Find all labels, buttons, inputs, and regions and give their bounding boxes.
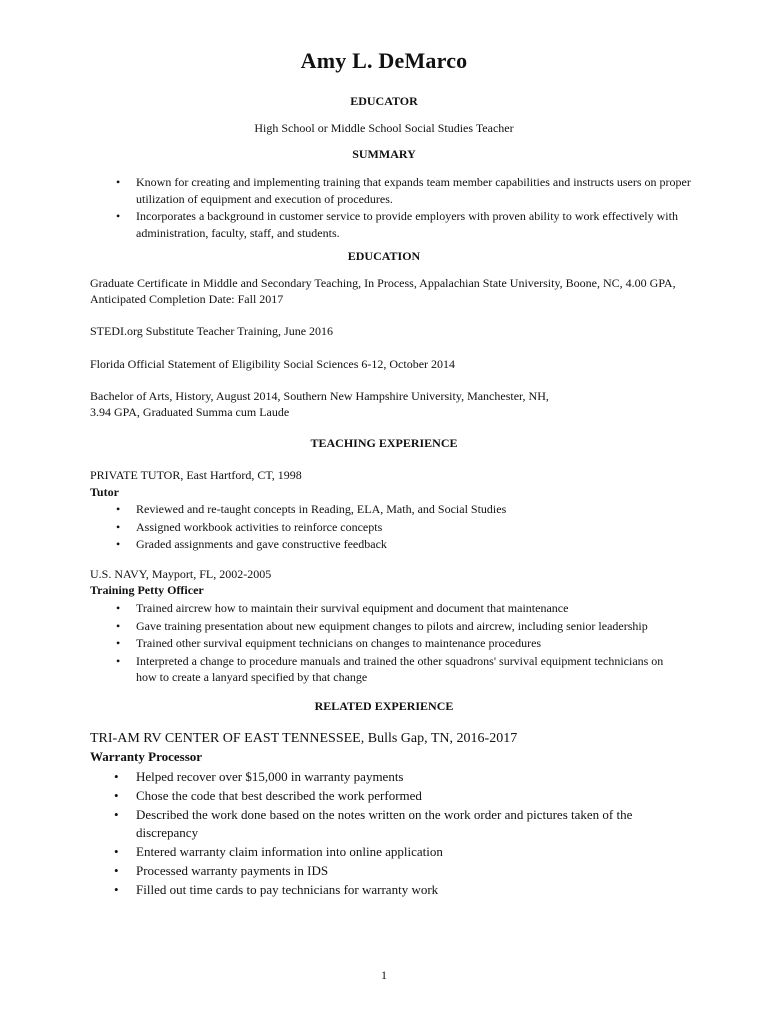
education-entry: Graduate Certificate in Middle and Secondary Teaching, In Process, Appalachian State University, Boone, NC, 4.00 GPA, Anticipated Completion Date: Fall 2017 — [90, 276, 676, 306]
education-entry: Florida Official Statement of Eligibility Social Sciences 6-12, October 2014 — [90, 357, 456, 371]
list-item: • Chose the code that best described the work performed — [136, 787, 676, 805]
job-duties — [136, 768, 676, 900]
list-item: • Graded assignments and gave constructive feedback — [136, 536, 696, 553]
job-organization: PRIVATE TUTOR, East Hartford, CT, 1998 — [90, 468, 302, 482]
related-heading: RELATED EXPERIENCE — [314, 699, 454, 713]
job-duties — [136, 600, 681, 687]
list-item: • Incorporates a background in customer service to provide employers with proven ability to work effectively with administration, faculty, staff, and students. — [136, 208, 692, 241]
list-item: • Entered warranty claim information into online application — [136, 843, 676, 861]
education-heading: EDUCATION — [347, 249, 421, 263]
list-item: • Described the work done based on the notes written on the work order and pictures taken of the discrepancy — [136, 806, 676, 842]
job-role: Warranty Processor — [90, 749, 203, 764]
education-entry: Bachelor of Arts, History, August 2014, Southern New Hampshire University, Manchester, NH, — [90, 389, 549, 403]
list-item: • Reviewed and re-taught concepts in Reading, ELA, Math, and Social Studies — [136, 501, 696, 518]
list-item: • Gave training presentation about new equipment changes to pilots and aircrew, including senior leadership — [136, 618, 681, 635]
job-role: Tutor — [90, 485, 119, 499]
list-item: • Filled out time cards to pay technicians for warranty work — [136, 881, 676, 899]
headline: EDUCATOR — [350, 94, 418, 108]
job-role: Training Petty Officer — [90, 583, 204, 597]
education-entry: 3.94 GPA, Graduated Summa cum Laude — [90, 405, 290, 419]
list-item: • Trained aircrew how to maintain their survival equipment and document that maintenance — [136, 600, 681, 617]
job-organization: U.S. NAVY, Mayport, FL, 2002-2005 — [90, 567, 272, 581]
teaching-heading: TEACHING EXPERIENCE — [310, 436, 458, 450]
list-item: • Helped recover over $15,000 in warranty payments — [136, 768, 676, 786]
page-number: 1 — [381, 968, 387, 982]
job-organization: TRI-AM RV CENTER OF EAST TENNESSEE, Bulls Gap, TN, 2016-2017 — [90, 731, 518, 746]
list-item: • Trained other survival equipment technicians on changes to maintenance procedures — [136, 635, 681, 652]
list-item: • Processed warranty payments in IDS — [136, 862, 676, 880]
list-item: • Known for creating and implementing training that expands team member capabilities and instructs users on proper utilization of equipment and execution of procedures. — [136, 174, 692, 207]
list-item: • Assigned workbook activities to reinforce concepts — [136, 519, 696, 536]
candidate-name: Amy L. DeMarco — [300, 48, 468, 73]
list-item: • Interpreted a change to procedure manuals and trained the other squadrons' survival equipment technicians on how to create a lanyard specified by that change — [136, 653, 681, 686]
job-duties — [136, 501, 696, 554]
education-entry: STEDI.org Substitute Teacher Training, June 2016 — [90, 324, 334, 338]
summary-list — [136, 174, 692, 242]
summary-heading: SUMMARY — [352, 147, 416, 161]
subtitle: High School or Middle School Social Studies Teacher — [254, 121, 514, 135]
